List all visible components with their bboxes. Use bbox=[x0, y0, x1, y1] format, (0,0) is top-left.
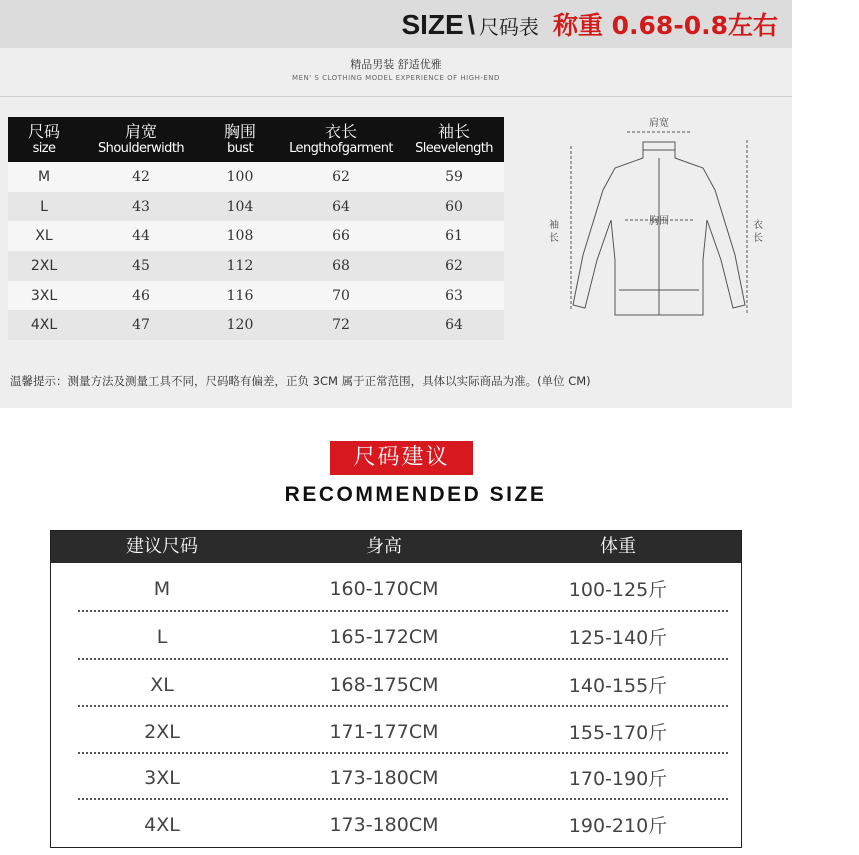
table-row bbox=[51, 661, 741, 708]
row-divider bbox=[78, 610, 728, 612]
measurement-tip: 温馨提示：测量方法及测量工具不同，尺码略有偏差，正负 3CM 属于正常范围，具体以实际商品为准。(单位 CM) bbox=[10, 374, 591, 388]
size-table-header bbox=[8, 117, 504, 162]
sleeve-label-1: 袖 bbox=[549, 220, 559, 231]
header-recommended-size: 建议尺码 bbox=[126, 536, 198, 557]
cell-shoulder: 47 bbox=[80, 310, 202, 340]
jacket-measurement-diagram bbox=[535, 110, 785, 335]
row-divider bbox=[78, 658, 728, 660]
cell-height: 160-170CM bbox=[329, 577, 439, 600]
length-label-2: 长 bbox=[753, 233, 763, 244]
header-bust: 胸围 bust bbox=[202, 117, 278, 162]
cell-shoulder: 43 bbox=[80, 192, 202, 222]
cell-height: 171-177CM bbox=[329, 720, 439, 743]
subtitle-english: MEN' S CLOTHING MODEL EXPERIENCE OF HIGH-END bbox=[292, 74, 500, 82]
cell-bust: 120 bbox=[202, 310, 278, 340]
cell-height: 173-180CM bbox=[329, 813, 439, 836]
cell-length: 70 bbox=[278, 281, 404, 311]
header-bar bbox=[0, 0, 792, 48]
table-row bbox=[8, 310, 504, 340]
cell-weight: 140-155斤 bbox=[568, 675, 668, 697]
cell-weight: 190-210斤 bbox=[568, 815, 668, 837]
cell-size: XL bbox=[150, 673, 174, 696]
sleeve-label-2: 长 bbox=[549, 233, 559, 244]
cell-sleeve: 60 bbox=[404, 192, 504, 222]
cell-sleeve: 59 bbox=[404, 162, 504, 192]
cell-bust: 108 bbox=[202, 221, 278, 251]
title-separator: \ bbox=[467, 10, 475, 40]
cell-length: 68 bbox=[278, 251, 404, 281]
table-row bbox=[8, 251, 504, 281]
table-row bbox=[8, 281, 504, 311]
cell-bust: 100 bbox=[202, 162, 278, 192]
cell-size: 2XL bbox=[144, 720, 180, 743]
cell-sleeve: 62 bbox=[404, 251, 504, 281]
cell-length: 72 bbox=[278, 310, 404, 340]
cell-size: 2XL bbox=[8, 251, 80, 281]
cell-size: 3XL bbox=[144, 766, 180, 789]
row-divider bbox=[78, 705, 728, 707]
header-shoulder-width: 肩宽 Shoulderwidth bbox=[80, 117, 202, 162]
weight-note: 称重 0.68-0.8左右 bbox=[552, 11, 778, 40]
table-row bbox=[8, 221, 504, 251]
cell-size: L bbox=[156, 625, 168, 648]
cell-bust: 116 bbox=[202, 281, 278, 311]
cell-size: M bbox=[8, 162, 80, 192]
header-weight: 体重 bbox=[600, 536, 636, 557]
cell-length: 64 bbox=[278, 192, 404, 222]
recommend-header bbox=[51, 531, 741, 563]
chart-title bbox=[401, 6, 778, 44]
table-row bbox=[51, 613, 741, 660]
header-sleeve-length: 袖长 Sleevelength bbox=[404, 117, 504, 162]
header-size: 尺码 size bbox=[8, 117, 80, 162]
cell-sleeve: 61 bbox=[404, 221, 504, 251]
cell-weight: 170-190斤 bbox=[568, 768, 668, 790]
cell-sleeve: 63 bbox=[404, 281, 504, 311]
table-row bbox=[51, 801, 741, 848]
table-row bbox=[51, 565, 741, 612]
table-row bbox=[8, 162, 504, 192]
cell-height: 168-175CM bbox=[329, 673, 439, 696]
table-row bbox=[51, 708, 741, 755]
cell-bust: 112 bbox=[202, 251, 278, 281]
cell-length: 66 bbox=[278, 221, 404, 251]
row-divider bbox=[78, 798, 728, 800]
cell-size: XL bbox=[8, 221, 80, 251]
cell-shoulder: 46 bbox=[80, 281, 202, 311]
chest-label: 胸围 bbox=[649, 216, 669, 227]
recommend-title: RECOMMENDED SIZE bbox=[284, 483, 547, 506]
subtitle-chinese: 精品男装 舒适优雅 bbox=[350, 58, 442, 71]
cell-weight: 125-140斤 bbox=[568, 627, 668, 649]
cell-height: 165-172CM bbox=[329, 625, 439, 648]
cell-shoulder: 44 bbox=[80, 221, 202, 251]
cell-sleeve: 64 bbox=[404, 310, 504, 340]
table-row bbox=[8, 192, 504, 222]
divider bbox=[0, 96, 792, 97]
cell-shoulder: 42 bbox=[80, 162, 202, 192]
title-chinese: 尺码表 bbox=[478, 15, 539, 39]
cell-weight: 155-170斤 bbox=[568, 722, 668, 744]
cell-size: 3XL bbox=[8, 281, 80, 311]
recommend-table bbox=[50, 530, 742, 848]
size-table bbox=[8, 117, 504, 340]
cell-bust: 104 bbox=[202, 192, 278, 222]
cell-size: M bbox=[153, 577, 171, 600]
cell-weight: 100-125斤 bbox=[568, 579, 668, 601]
cell-size: 4XL bbox=[8, 310, 80, 340]
header-height: 身高 bbox=[366, 536, 402, 557]
cell-length: 62 bbox=[278, 162, 404, 192]
cell-height: 173-180CM bbox=[329, 766, 439, 789]
cell-size: L bbox=[8, 192, 80, 222]
cell-shoulder: 45 bbox=[80, 251, 202, 281]
title-size: SIZE bbox=[401, 9, 464, 40]
recommend-badge: 尺码建议 bbox=[330, 441, 473, 475]
cell-size: 4XL bbox=[144, 813, 180, 836]
table-row bbox=[51, 754, 741, 801]
shoulder-label: 肩宽 bbox=[649, 118, 669, 129]
header-garment-length: 衣长 Lengthofgarment bbox=[278, 117, 404, 162]
length-label-1: 衣 bbox=[753, 220, 763, 231]
